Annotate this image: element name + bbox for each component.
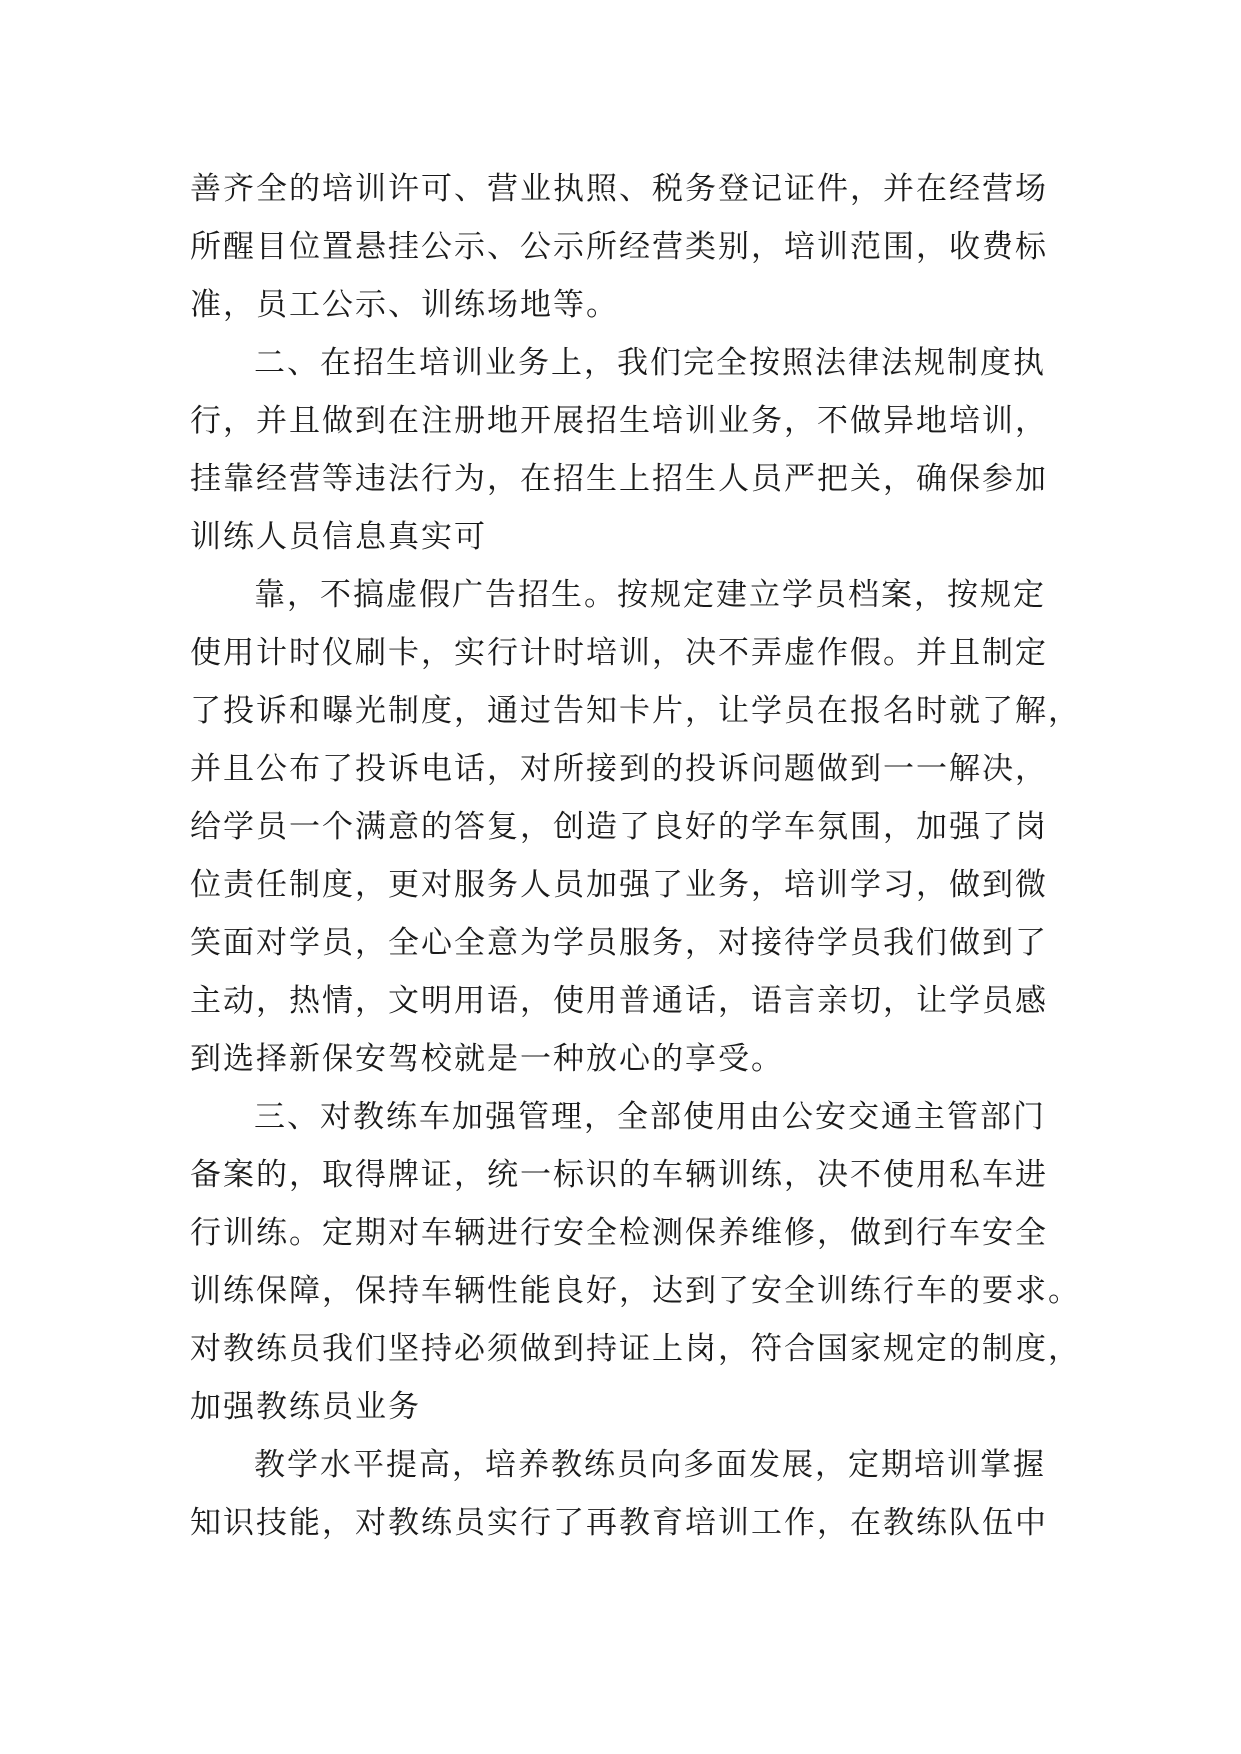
text-line: 行，并且做到在注册地开展招生培训业务，不做异地培训， (190, 403, 1048, 439)
text-line: 知识技能，对教练员实行了再教育培训工作，在教练队伍中 (190, 1505, 1048, 1541)
text-line: 善齐全的培训许可、营业执照、税务登记证件，并在经营场 (190, 171, 1048, 207)
text-line: 并且公布了投诉电话，对所接到的投诉问题做到一一解决， (190, 751, 1048, 787)
text-line: 行训练。定期对车辆进行安全检测保养维修，做到行车安全 (190, 1215, 1048, 1251)
paragraph-start-line: 靠，不搞虚假广告招生。按规定建立学员档案，按规定 (254, 577, 1046, 613)
text-line: 了投诉和曝光制度，通过告知卡片，让学员在报名时就了解， (190, 693, 1081, 729)
paragraph-start-line: 二、在招生培训业务上，我们完全按照法律法规制度执 (254, 345, 1046, 381)
text-line: 位责任制度，更对服务人员加强了业务，培训学习，做到微 (190, 867, 1048, 903)
text-line: 训练人员信息真实可 (190, 519, 487, 555)
text-line: 笑面对学员，全心全意为学员服务，对接待学员我们做到了 (190, 925, 1048, 961)
text-line: 备案的，取得牌证，统一标识的车辆训练，决不使用私车进 (190, 1157, 1048, 1193)
text-line: 准，员工公示、训练场地等。 (190, 287, 619, 323)
text-line: 到选择新保安驾校就是一种放心的享受。 (190, 1041, 784, 1077)
text-line: 加强教练员业务 (190, 1389, 421, 1425)
text-line: 主动，热情，文明用语，使用普通话，语言亲切，让学员感 (190, 983, 1048, 1019)
paragraph-start-line: 教学水平提高，培养教练员向多面发展，定期培训掌握 (254, 1447, 1046, 1483)
document-body (190, 160, 1081, 1552)
text-line: 使用计时仪刷卡，实行计时培训，决不弄虚作假。并且制定 (190, 635, 1048, 671)
text-line: 挂靠经营等违法行为，在招生上招生人员严把关，确保参加 (190, 461, 1048, 497)
text-line: 对教练员我们坚持必须做到持证上岗，符合国家规定的制度， (190, 1331, 1081, 1367)
text-line: 给学员一个满意的答复，创造了良好的学车氛围，加强了岗 (190, 809, 1048, 845)
text-line: 所醒目位置悬挂公示、公示所经营类别，培训范围，收费标 (190, 229, 1048, 265)
text-line: 训练保障，保持车辆性能良好，达到了安全训练行车的要求。 (190, 1273, 1081, 1309)
paragraph-start-line: 三、对教练车加强管理，全部使用由公安交通主管部门 (254, 1099, 1046, 1135)
